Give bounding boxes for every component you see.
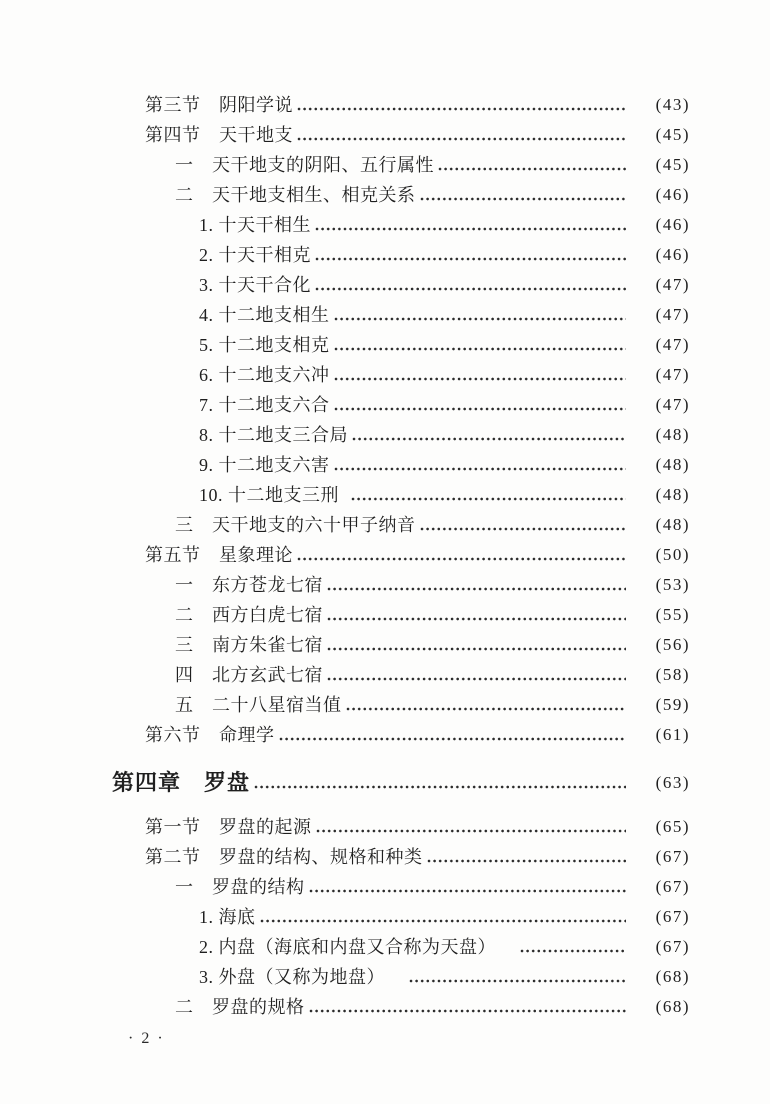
toc-entry-label: 3. 外盘（又称为地盘）	[199, 967, 385, 987]
toc-entry-page: (58)	[655, 665, 690, 684]
toc-entry	[145, 540, 690, 570]
toc-entry-page: (59)	[655, 695, 690, 714]
toc-list	[112, 90, 690, 1022]
dot-leader	[334, 376, 627, 382]
toc-entry-page: (48)	[655, 425, 690, 444]
toc-entry-label: 8. 十二地支三合局	[199, 425, 348, 445]
dot-leader	[427, 858, 627, 864]
dot-leader	[309, 1008, 627, 1014]
toc-entry-label: 1. 十天干相生	[199, 215, 311, 235]
toc-entry-label: 4. 十二地支相生	[199, 305, 330, 325]
toc-entry-label: 三 南方朱雀七宿	[175, 635, 323, 655]
dot-leader	[420, 526, 627, 532]
dot-leader	[297, 556, 626, 562]
toc-entry	[199, 902, 690, 932]
chapter-heading-label: 第四章 罗盘	[112, 770, 251, 795]
chapter-heading	[112, 764, 690, 802]
dot-leader	[409, 978, 626, 984]
toc-entry-label: 二 西方白虎七宿	[175, 605, 323, 625]
dot-leader	[260, 918, 627, 924]
toc-entry-label: 7. 十二地支六合	[199, 395, 330, 415]
toc-entry-label: 2. 十天干相克	[199, 245, 311, 265]
toc-entry	[175, 630, 690, 660]
toc-entry-label: 第二节 罗盘的结构、规格和种类	[145, 847, 423, 867]
toc-entry-page: (46)	[655, 245, 690, 264]
toc-entry-label: 10. 十二地支三刑	[199, 485, 339, 505]
toc-entry-page: (67)	[655, 847, 690, 866]
toc-entry-label: 第四节 天干地支	[145, 125, 293, 145]
toc-entry	[175, 180, 690, 210]
toc-entry-page: (61)	[655, 725, 690, 744]
toc-entry-label: 9. 十二地支六害	[199, 455, 330, 475]
toc-entry-page: (55)	[655, 605, 690, 624]
toc-entry-page: (47)	[655, 365, 690, 384]
dot-leader	[352, 436, 626, 442]
toc-entry-page: (48)	[655, 515, 690, 534]
toc-entry	[199, 270, 690, 300]
toc-entry	[175, 690, 690, 720]
toc-entry-label: 第三节 阴阳学说	[145, 95, 293, 115]
toc-entry	[175, 510, 690, 540]
toc-entry	[145, 720, 690, 750]
toc-entry-label: 一 东方苍龙七宿	[175, 575, 323, 595]
dot-leader	[420, 196, 627, 202]
toc-entry-label: 二 罗盘的规格	[175, 997, 305, 1017]
toc-entry	[199, 932, 690, 962]
toc-entry	[145, 90, 690, 120]
dot-leader	[327, 616, 626, 622]
toc-entry	[175, 150, 690, 180]
toc-entry-page: (50)	[655, 545, 690, 564]
toc-entry-page: (53)	[655, 575, 690, 594]
toc-entry-label: 6. 十二地支六冲	[199, 365, 330, 385]
dot-leader	[315, 286, 626, 292]
toc-entry-label: 四 北方玄武七宿	[175, 665, 323, 685]
dot-leader	[297, 106, 626, 112]
toc-entry	[175, 872, 690, 902]
page-number: · 2 ·	[128, 1030, 165, 1047]
dot-leader	[334, 316, 627, 322]
toc-entry	[145, 120, 690, 150]
toc-entry-page: (46)	[655, 215, 690, 234]
dot-leader	[315, 256, 626, 262]
toc-entry-label: 第六节 命理学	[145, 725, 275, 745]
dot-leader	[316, 828, 627, 834]
toc-entry	[199, 480, 690, 510]
dot-leader	[327, 586, 626, 592]
toc-entry-label: 三 天干地支的六十甲子纳音	[175, 515, 416, 535]
toc-entry-page: (68)	[655, 997, 690, 1016]
toc-entry	[175, 600, 690, 630]
toc-entry	[175, 570, 690, 600]
dot-leader	[327, 676, 626, 682]
toc-entry-page: (45)	[655, 155, 690, 174]
toc-entry	[175, 992, 690, 1022]
toc-entry-label: 一 天干地支的阴阳、五行属性	[175, 155, 434, 175]
toc-entry	[199, 420, 690, 450]
toc-entry	[199, 962, 690, 992]
toc-entry-page: (56)	[655, 635, 690, 654]
toc-entry-page: (48)	[655, 455, 690, 474]
dot-leader	[327, 646, 626, 652]
toc-entry	[199, 240, 690, 270]
toc-entry-page: (65)	[655, 817, 690, 836]
toc-entry	[199, 450, 690, 480]
dot-leader	[297, 136, 626, 142]
dot-leader	[334, 346, 627, 352]
toc-entry	[145, 812, 690, 842]
toc-entry-page: (46)	[655, 185, 690, 204]
dot-leader	[315, 226, 626, 232]
toc-entry-page: (45)	[655, 125, 690, 144]
toc-entry-page: (48)	[655, 485, 690, 504]
toc-entry-label: 5. 十二地支相克	[199, 335, 330, 355]
toc-entry-page: (47)	[655, 275, 690, 294]
toc-entry-label: 二 天干地支相生、相克关系	[175, 185, 416, 205]
dot-leader	[334, 406, 627, 412]
toc-entry	[199, 210, 690, 240]
toc-entry-page: (67)	[655, 937, 690, 956]
toc-entry	[175, 660, 690, 690]
toc-entry-label: 1. 海底	[199, 907, 256, 927]
toc-entry-label: 第五节 星象理论	[145, 545, 293, 565]
toc-entry-page: (47)	[655, 395, 690, 414]
dot-leader	[346, 706, 627, 712]
toc-entry-page: (47)	[655, 305, 690, 324]
toc-entry	[199, 360, 690, 390]
toc-entry-page: (47)	[655, 335, 690, 354]
toc-entry-page: (63)	[655, 773, 690, 792]
toc-entry	[145, 842, 690, 872]
dot-leader	[520, 948, 626, 954]
toc-entry-page: (67)	[655, 877, 690, 896]
toc-entry-label: 五 二十八星宿当值	[175, 695, 342, 715]
toc-entry	[199, 330, 690, 360]
dot-leader	[334, 466, 627, 472]
toc-entry-page: (68)	[655, 967, 690, 986]
toc-entry-label: 3. 十天干合化	[199, 275, 311, 295]
toc-entry-label: 一 罗盘的结构	[175, 877, 305, 897]
dot-leader	[438, 166, 626, 172]
dot-leader	[309, 888, 627, 894]
toc-entry-label: 第一节 罗盘的起源	[145, 817, 312, 837]
toc-entry-page: (67)	[655, 907, 690, 926]
toc-entry	[199, 300, 690, 330]
dot-leader	[279, 736, 627, 742]
dot-leader	[254, 784, 626, 790]
toc-entry-label: 2. 内盘（海底和内盘又合称为天盘）	[199, 937, 496, 957]
toc-entry-page: (43)	[655, 95, 690, 114]
toc-entry	[199, 390, 690, 420]
dot-leader	[351, 496, 626, 502]
